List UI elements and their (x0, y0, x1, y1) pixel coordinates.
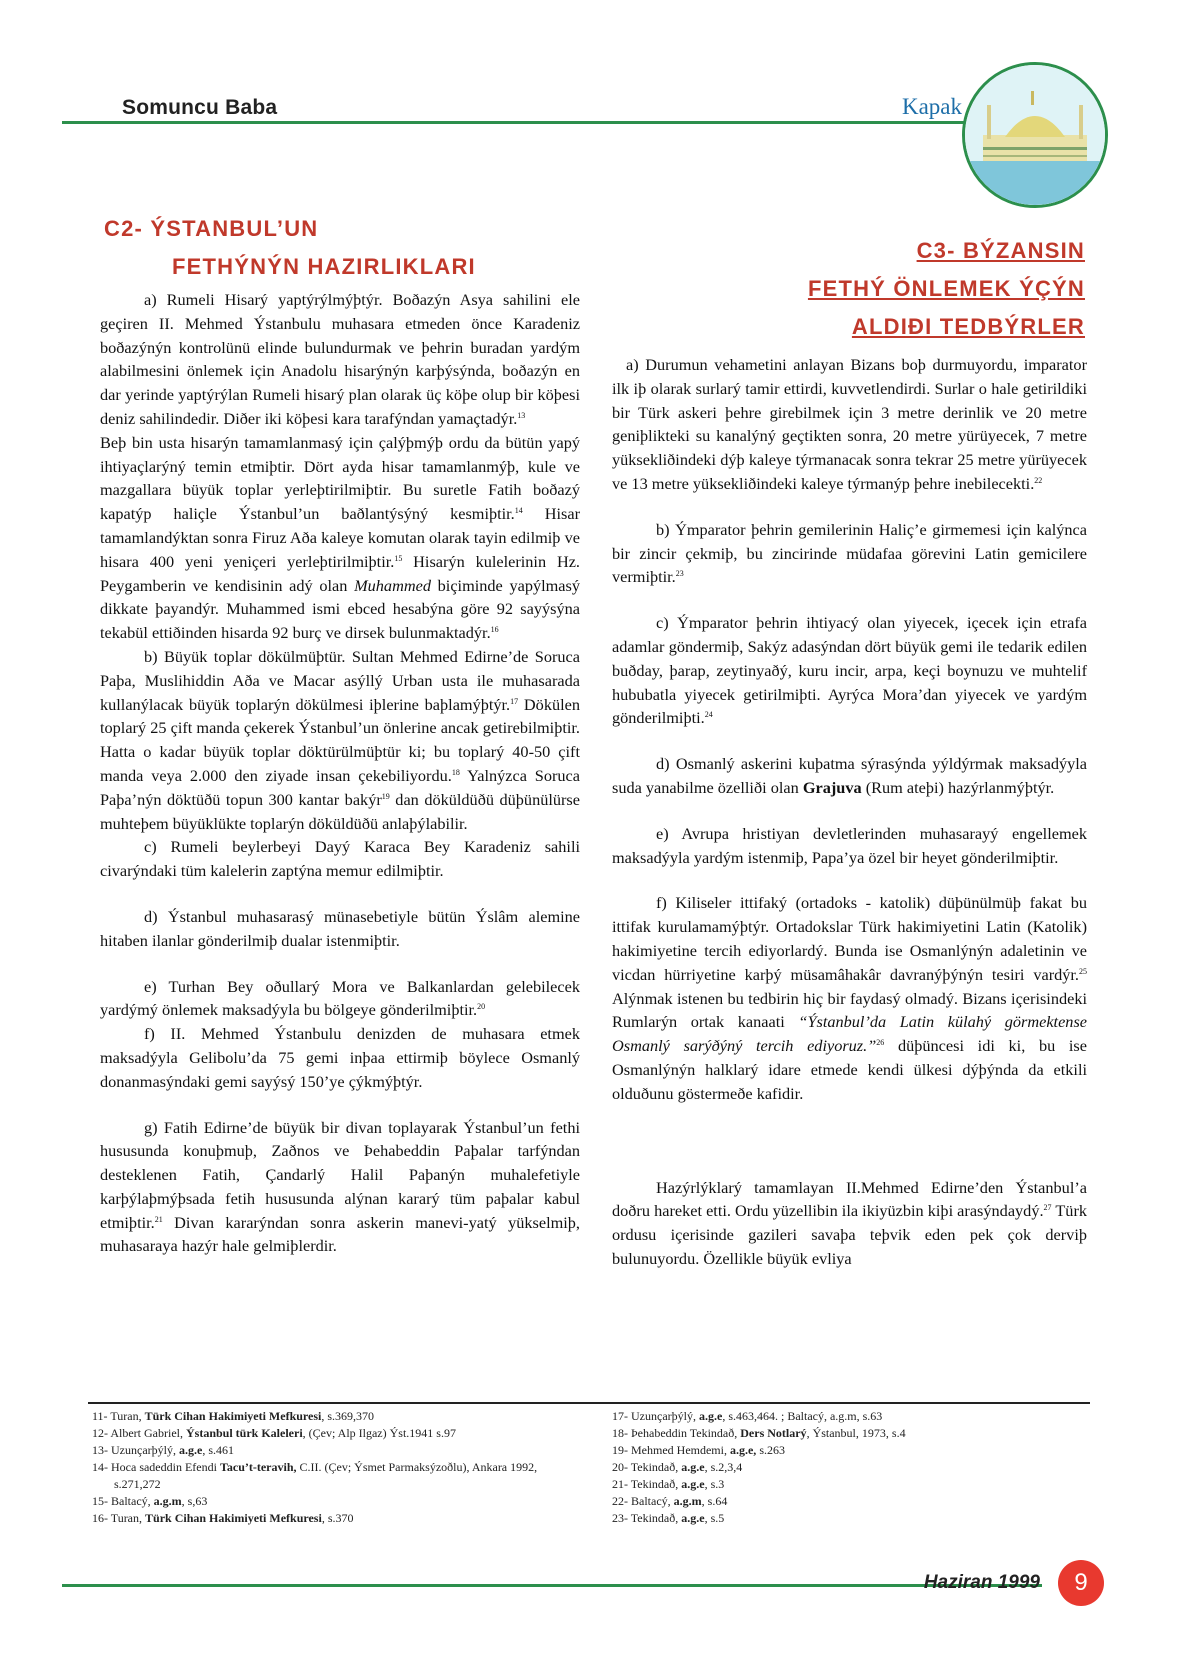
footnote-rule (88, 1402, 1090, 1404)
paragraph: c) Rumeli beylerbeyi Dayý Karaca Bey Karadeniz sahili civarýndaki tüm kalelerin zaptýna memur edilmiþtir. (100, 837, 580, 881)
page-number: 9 (1058, 1560, 1104, 1606)
footnote: 23- Tekindað, a.g.e, s.5 (612, 1511, 725, 1525)
mosque-icon (965, 65, 1105, 205)
footnote: 18- Þehabeddin Tekindað, Ders Notlarý, Ýstanbul, 1973, s.4 (612, 1426, 906, 1440)
right-heading-line3: ALDIÐI TEDBÝRLER (851, 314, 1085, 339)
left-heading (104, 210, 584, 286)
muhammed-emphasis: Muhammed (354, 575, 431, 595)
paragraph: f) II. Mehmed Ýstanbulu denizden de muhasara etmek maksadýyla Gelibolu’da 75 gemi inþaa ettirmiþ böylece Osmanlý donanmasýndaki gemi sayýsý 150’ye çýkmýþtýr. (100, 1024, 580, 1091)
paragraph: b) Büyük toplar dökülmüþtür. Sultan Mehmed Edirne’de Soruca Paþa, Muslihiddin Aða ve Macar asýllý Urban usta ile muhasarada kullanýlacak büyük toplarýn dökülmesi iþlerine baþlamýþtýr.$^{17}$ Dökülen toplarý 25 çift manda çekerek Ýstanbul’un önlerine ancak getirebilmiþtir. Hatta o kadar büyük toplar döktürülmüþtür ki; bu toplarý 40-50 çift manda veya 2.000 den ziyade insan çekebiliyordu.$^{18}$ Yalnýzca Soruca Paþa’nýn döktüðü topun 300 kantar bakýr$^{19}$ dan döküldüðü düþünülürse muhteþem büyüklükte toplarýn döküldüðü anlaþýlabilir. (100, 646, 580, 833)
footnote-ref: 25 (1079, 966, 1087, 976)
footnote: 19- Mehmed Hemdemi, a.g.e, s.263 (612, 1443, 785, 1457)
footnote: 21- Tekindað, a.g.e, s.3 (612, 1477, 725, 1491)
left-heading-line2: FETHÝNÝN HAZIRLIKLARI (172, 254, 476, 279)
footnote-ref: 19 (381, 791, 390, 801)
footnotes-right (612, 1408, 1082, 1527)
footnote: 14- Hoca sadeddin Efendi Tacu’t-teravih, C.II. (Çev; Ýsmet Parmaksýzoðlu), Ankara 1992, s.271,272 (92, 1460, 538, 1491)
footnote-ref: 14 (514, 506, 523, 516)
footnote-ref: 24 (704, 710, 713, 720)
footnote: 20- Tekindað, a.g.e, s.2,3,4 (612, 1460, 743, 1474)
right-heading-line2: FETHÝ ÖNLEMEK ÝÇÝN (807, 276, 1085, 301)
paragraph: a) Rumeli Hisarý yaptýrýlmýþtýr. Boðazýn Asya sahilini ele geçiren II. Mehmed Ýstanbulu muhasara etmeden önce Karadeniz boðazýnýn kontrolünü elinde bulundurmak ve þehrin buradan yardým alabilmesini önlemek için Anadolu hisarýnýn karþýsýnda, boðazýn en dar yerinde yaptýrýlan Rumeli hisarý plan olarak üç köþe olup bir köþesi deniz sahilindedir. Diðer iki köþesi kara tarafýndan yamaçtadýr.$^{13}$ (100, 290, 580, 428)
paragraph: e) Turhan Bey oðullarý Mora ve Balkanlardan gelebilecek yardýmý önlemek maksadýyla bu bölgeye gönderilmiþtir.$^{20}$ (100, 976, 580, 1020)
paragraph: f) Kiliseler ittifaký (ortadoks - katolik) düþünülmüþ fakat bu ittifak kurulamamýþtýr. Ortadokslar Türk hakimiyetini Latin (Katolik) hakimiyetine tercih ediyorlardý. Bunda ise Osmanlýnýn adaletinin ve vicdan hürriyetine karþý müsamâhakâr davranýþýnýn tesiri vardýr.$^{25}$ Alýnmak istenen bu tedbirin hiç bir faydasý olmadý. Bizans içerisindeki Rumlarýn ortak kanaati “Ýstanbul’da Latin külahý görmektense Osmanlý sarýðýný tercih ediyoruz.”$^{26}$ düþüncesi idi ki, bu ise Osmanlýnýn halklarý idare etmede kendi ülkesi dýþýnda da etkili olduðunu göstermeðe kafidir. (612, 893, 1088, 1103)
footnote: 11- Turan, Türk Cihan Hakimiyeti Mefkuresi, s.369,370 (92, 1409, 375, 1423)
footer-rule (62, 1584, 1042, 1587)
paragraph: a) Durumun vehametini anlayan Bizans boþ durmuyordu, imparator ilk iþ olarak surlarý tamir ettirdi, kuvvetlendirdi. Surlar o hale getirildiki bir Türk askeri þehre girebilmek için 3 metre derinlik ve 20 metre geniþlikteki su kanalýný geçtikten sonra, 20 metre yürüyecek, 7 metre yüksekliðindeki dýþ kaleye týrmanacak sonra tekrar 25 metre yürüyecek ve 13 metre yüksekliðindeki kaleye týrmanýp þehre inebilecekti.$^{22}$ (612, 355, 1087, 493)
footnote-ref: 21 (154, 1214, 163, 1224)
footnotes-left (92, 1408, 582, 1527)
footnote-ref: 17 (510, 696, 519, 706)
footnote-ref: 16 (490, 625, 499, 635)
paragraph: Beþ bin usta hisarýn tamamlanmasý için çalýþmýþ ordu da bütün yapý ihtiyaçlarýný temin etmiþtir. Dört ayda hisar tamamlanmýþ, kule ve mazgallara büyük toplar yerleþtirilmiþtir. Bu suretle Fatih boðazý kapatýp haliçle Ýstanbul’un baðlantýsýný kesmiþtir.$^{14}$ Hisar tamamlandýktan sonra Firuz Aða kaleye komutan olarak tayin edilmiþ ve hisara 400 yeni yeniçeri yerleþtirilmiþtir.$^{15}$ Hisarýn kulelerinin Hz. Peygamberin ve kendisinin adý olan Muhammed biçiminde yapýlmasý dikkate þayandýr. Muhammed ismi ebced hesabýna göre 92 sayýsýna tekabül ettiðinden hisarda 92 burç ve dirsek bulunmaktadýr.$^{16}$ (100, 432, 580, 643)
section-label: Kapak (901, 94, 962, 119)
footnote-ref: 26 (876, 1038, 885, 1048)
footnote: 22- Baltacý, a.g.m, s.64 (612, 1494, 728, 1508)
right-heading-line1: C3- BÝZANSIN (916, 238, 1085, 263)
mosque-emblem (962, 62, 1108, 208)
grajuva-emphasis: Grajuva (802, 777, 862, 797)
paragraph: b) Ýmparator þehrin gemilerinin Haliç’e girmemesi için kalýnca bir zincir çekmiþ, bu zincirinde müdafaa görevini Latin gemicilere vermiþtir.$^{23}$ (612, 519, 1087, 587)
footnote: 16- Turan, Türk Cihan Hakimiyeti Mefkuresi, s.370 (92, 1511, 354, 1525)
paragraph: g) Fatih Edirne’de büyük bir divan toplayarak Ýstanbul’un fethi hususunda konuþmuþ, Zaðnos ve Þehabeddin Paþalar tarfýndan desteklenen Fatih, Çandarlý Halil Paþanýn muhalefetiyle karþýlaþmýþsada fetih hususunda alýnan kararý tüm paþalar kabul etmiþtir.$^{21}$ Divan kararýndan sonra askerin manevi-yatý yükselmiþ, muhasaraya hazýr hale gelmiþlerdir. (100, 1117, 580, 1256)
paragraph: e) Avrupa hristiyan devletlerinden muhasarayý engellemek maksadýyla yardým istenmiþ, Papa’ya özel bir heyet gönderilmiþtir. (612, 823, 1087, 867)
footnote: 15- Baltacý, a.g.m, s,63 (92, 1494, 208, 1508)
issue-date: Haziran 1999 (923, 1572, 1040, 1593)
quote-emphasis: “Ýstanbul’da Latin külahý görmektense Osmanlý sarýðýný tercih ediyoruz.” (612, 1012, 1088, 1056)
footnote-ref: 27 (1043, 1203, 1052, 1213)
footnote-ref: 18 (451, 767, 460, 777)
paragraph: d) Osmanlý askerini kuþatma sýrasýnda yýldýrmak maksadýyla suda yanabilme özelliði olan Grajuva (Rum ateþi) hazýrlanmýþtýr. (612, 754, 1087, 797)
footnote-ref: 20 (477, 1002, 486, 1012)
magazine-brand: Somuncu Baba (122, 96, 278, 119)
footnote-ref: 15 (394, 553, 403, 563)
footnote-ref: 23 (675, 569, 684, 579)
footnote-ref: 13 (517, 410, 526, 420)
paragraph: c) Ýmparator þehrin ihtiyacý olan yiyecek, içecek için etrafa adamlar göndermiþ, Sakýz adasýndan dört büyük gemi ile tedarik edilen buðday, þarap, zeytinyaðý, kuru incir, arpa, keçi boynuzu ve muhtelif hububatla yiyecek getirilmiþti. Ayrýca Mora’dan yiyecek ve yardým gönderilmiþti.$^{24}$ (612, 613, 1087, 728)
footnote: 12- Albert Gabriel, Ýstanbul türk Kaleleri, (Çev; Alp Ilgaz) Ýst.1941 s.97 (92, 1426, 456, 1440)
right-heading (640, 232, 1085, 346)
paragraph: Hazýrlýklarý tamamlayan II.Mehmed Edirne’den Ýstanbul’a doðru hareket etti. Ordu yüzellibin ila ikiyüzbin kiþi arasýndaydý.$^{27}$ Türk ordusu içerisinde gazileri savaþa teþvik eden pek çok derviþ bulunuyordu. Özellikle büyük evliya (612, 1177, 1088, 1268)
header-rule (62, 121, 967, 124)
paragraph: d) Ýstanbul muhasarasý münasebetiyle bütün Ýslâm alemine hitaben ilanlar gönderilmiþ dualar istenmiþtir. (100, 906, 580, 950)
footnote: 13- Uzunçarþýlý, a.g.e, s.461 (92, 1443, 234, 1457)
left-heading-line1: C2- ÝSTANBUL’UN (104, 216, 319, 241)
footnote: 17- Uzunçarþýlý, a.g.e, s.463,464. ; Baltacý, a.g.m, s.63 (612, 1409, 883, 1423)
right-column-text (612, 353, 1087, 1271)
footnote-ref: 22 (1034, 475, 1043, 485)
left-column-text (100, 288, 580, 1258)
